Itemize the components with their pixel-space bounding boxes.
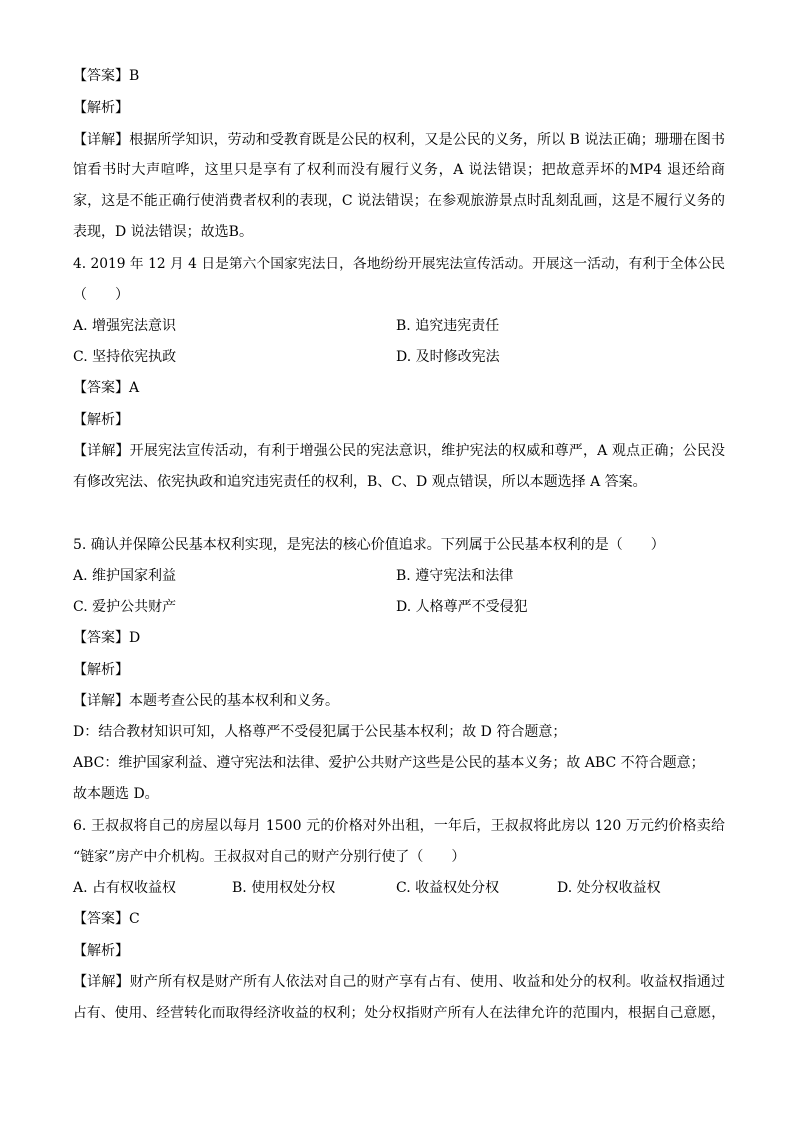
q3-analysis-label: 【解析】 <box>73 100 129 116</box>
q5-option-c: C. 爱护公共财产 <box>73 599 177 615</box>
q3-detail-line: 家，这是不能正确行使消费者权利的表现，C 说法错误；在参观旅游景点时乱刻乱画，这是不履行义务的 <box>73 193 725 209</box>
q3-detail-line: 表现，D 说法错误；故选B。 <box>73 224 253 240</box>
q6-option-b: B. 使用权处分权 <box>232 880 336 896</box>
q6-answer: 【答案】C <box>73 911 140 927</box>
q4-detail-line: 有修改宪法、依宪执政和追究违宪责任的权利，B、C、D 观点错误，所以本题选择 A 答案。 <box>73 474 647 490</box>
q5-option-a: A. 维护国家利益 <box>73 568 177 584</box>
q6-option-c: C. 收益权处分权 <box>396 880 500 896</box>
q5-answer: 【答案】D <box>73 630 141 646</box>
q3-detail-line: 馆看书时大声喧哗，这里只是享有了权利而没有履行义务，A 说法错误；把故意弄坏的MP4 退还给商 <box>73 162 725 178</box>
q6-detail-line: 占有、使用、经营转化而取得经济收益的权利；处分权指财产所有人在法律允许的范围内，根据自己意愿， <box>73 1005 725 1021</box>
q6-option-a: A. 占有权收益权 <box>73 880 177 896</box>
q3-answer: 【答案】B <box>73 68 140 84</box>
q4-answer: 【答案】A <box>73 380 140 396</box>
q3-detail-line: 【详解】根据所学知识，劳动和受教育既是公民的权利，又是公民的义务，所以 B 说法正确；珊珊在图书 <box>73 132 725 148</box>
q4-option-c: C. 坚持依宪执政 <box>73 349 177 365</box>
q5-option-b: B. 遵守宪法和法律 <box>396 568 514 584</box>
q6-analysis-label: 【解析】 <box>73 943 129 959</box>
q6-stem: 6. 王叔叔将自己的房屋以每月 1500 元的价格对外出租，一年后，王叔叔将此房以 120 万元约价格卖给 <box>73 818 725 834</box>
q4-detail-line: 【详解】开展宪法宣传活动，有利于增强公民的宪法意识，维护宪法的权威和尊严，A 观点正确；公民没 <box>73 443 725 459</box>
q4-option-b: B. 追究违宪责任 <box>396 318 500 334</box>
q4-stem-blank: （ ） <box>73 287 129 303</box>
q5-analysis-label: 【解析】 <box>73 662 129 678</box>
q5-option-d: D. 人格尊严不受侵犯 <box>396 599 528 615</box>
q6-option-d: D. 处分权收益权 <box>557 880 661 896</box>
q5-detail-line: ABC：维护国家利益、遵守宪法和法律、爱护公共财产这些是公民的基本义务；故 ABC 不符合题意； <box>73 755 705 771</box>
q6-stem: “链家”房产中介机构。王叔叔对自己的财产分别行使了（ ） <box>73 849 466 865</box>
q4-analysis-label: 【解析】 <box>73 412 129 428</box>
q5-stem: 5. 确认并保障公民基本权利实现，是宪法的核心价值追求。下列属于公民基本权利的是（ ） <box>73 537 665 553</box>
q6-detail-line: 【详解】财产所有权是财产所有人依法对自己的财产享有占有、使用、收益和处分的权利。收益权指通过 <box>73 974 725 990</box>
q4-option-d: D. 及时修改宪法 <box>396 349 500 365</box>
q4-stem: 4. 2019 年 12 月 4 日是第六个国家宪法日，各地纷纷开展宪法宣传活动。开展这一活动，有利于全体公民 <box>73 256 725 272</box>
q4-option-a: A. 增强宪法意识 <box>73 318 177 334</box>
q5-detail-line: 【详解】本题考查公民的基本权利和义务。 <box>73 693 339 709</box>
q5-detail-line: D：结合教材知识可知，人格尊严不受侵犯属于公民基本权利；故 D 符合题意； <box>73 724 567 740</box>
q5-detail-line: 故本题选 D。 <box>73 786 159 802</box>
